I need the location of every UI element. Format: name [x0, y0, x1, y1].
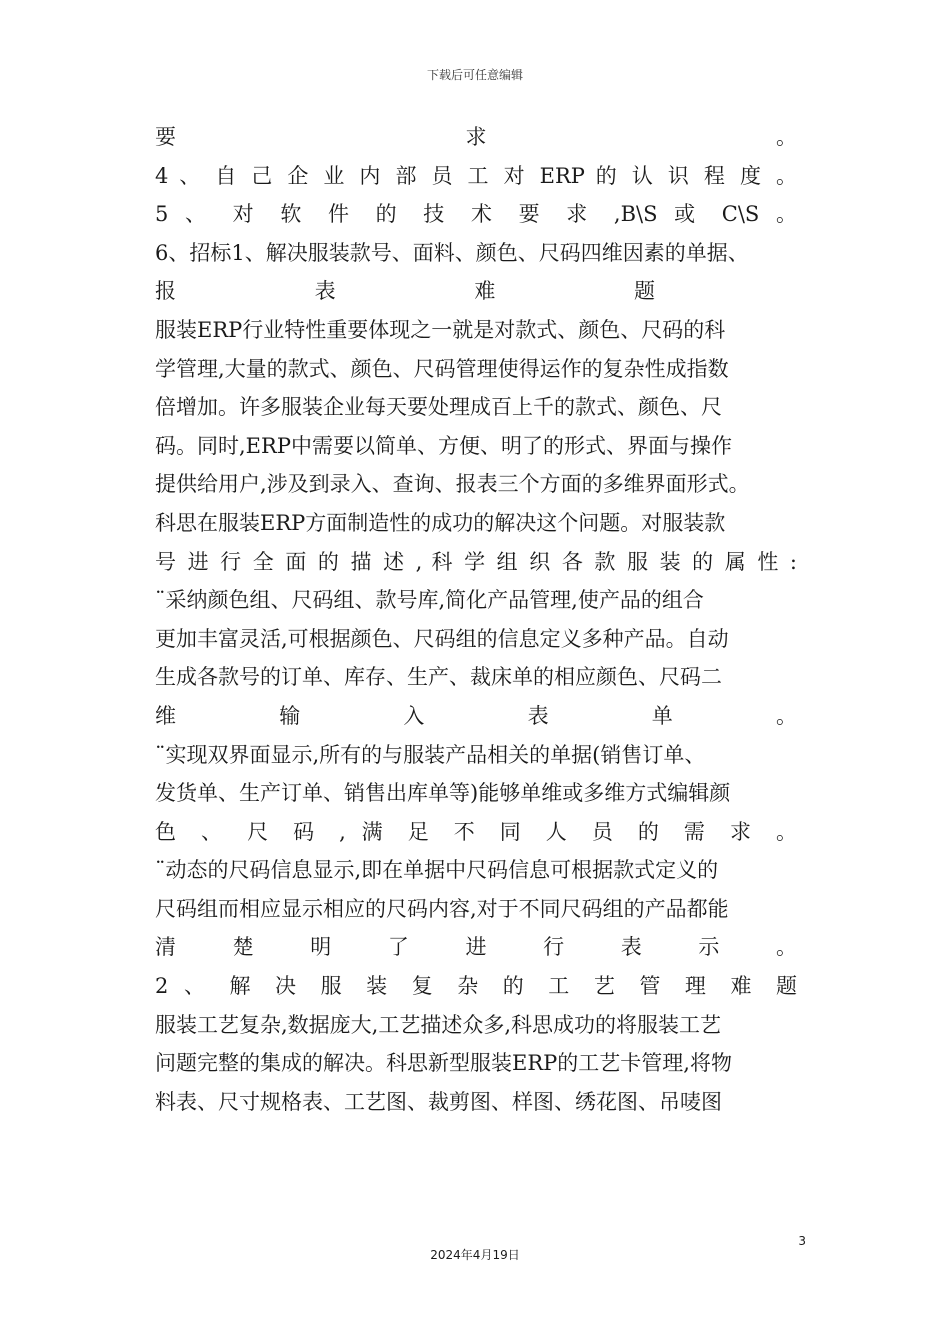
page-number: 3 — [798, 1234, 806, 1248]
text-line: 料表、尺寸规格表、工艺图、裁剪图、样图、绣花图、吊唛图 — [155, 1089, 722, 1114]
page-footer-date: 2024年4月19日 — [430, 1248, 520, 1262]
text-line: ¨动态的尺码信息显示,即在单据中尺码信息可根据款式定义的 — [155, 858, 719, 883]
text-line: 倍增加。许多服装企业每天要处理成百上千的款式、颜色、尺 — [155, 395, 722, 420]
text-line: 提供给用户,涉及到录入、查询、报表三个方面的多维界面形式。 — [155, 472, 750, 497]
text-line: 维 输 入 表 单 。 — [155, 703, 797, 728]
page-header-note: 下载后可任意编辑 — [426, 68, 523, 82]
text-line: 4 、 自 己 企 业 内 部 员 工 对 ERP 的 认 识 程 度 。 — [155, 163, 797, 188]
text-line: ¨采纳颜色组、尺码组、款号库,简化产品管理,使产品的组合 — [155, 588, 704, 613]
text-line: 报 表 难 题 — [155, 279, 655, 304]
text-line: 尺码组而相应显示相应的尺码内容,对于不同尺码组的产品都能 — [155, 896, 729, 921]
text-line: 服装ERP行业特性重要体现之一就是对款式、颜色、尺码的科 — [155, 317, 726, 342]
text-line: 5 、 对 软 件 的 技 术 要 求 ,B\S 或 C\S 。 — [155, 202, 797, 227]
text-line: ¨实现双界面显示,所有的与服装产品相关的单据(销售订单、 — [155, 742, 706, 767]
text-line: 科思在服装ERP方面制造性的成功的解决这个问题。对服装款 — [155, 510, 726, 535]
text-line: 学管理,大量的款式、颜色、尺码管理使得运作的复杂性成指数 — [155, 356, 729, 381]
text-line: 更加丰富灵活,可根据颜色、尺码组的信息定义多种产品。自动 — [155, 626, 729, 651]
text-line: 清 楚 明 了 进 行 表 示 。 — [155, 935, 797, 960]
document-body — [155, 118, 797, 1121]
text-line: 问题完整的集成的解决。科思新型服装ERP的工艺卡管理,将物 — [155, 1051, 732, 1076]
text-line: 色 、 尺 码 , 满 足 不 同 人 员 的 需 求 。 — [155, 819, 797, 844]
text-line: 2 、 解 决 服 装 复 杂 的 工 艺 管 理 难 题 — [155, 974, 797, 999]
text-line: 号 进 行 全 面 的 描 述 , 科 学 组 织 各 款 服 装 的 属 性 : — [155, 549, 797, 574]
text-line: 生成各款号的订单、库存、生产、裁床单的相应颜色、尺码二 — [155, 665, 722, 690]
text-line: 服装工艺复杂,数据庞大,工艺描述众多,科思成功的将服装工艺 — [155, 1012, 722, 1037]
text-line: 6、招标1、解决服装款号、面料、颜色、尺码四维因素的单据、 — [155, 240, 749, 265]
text-line: 发货单、生产订单、销售出库单等)能够单维或多维方式编辑颜 — [155, 781, 731, 806]
text-line: 要 求 。 — [155, 125, 797, 149]
text-line: 码。同时,ERP中需要以简单、方便、明了的形式、界面与操作 — [155, 433, 732, 458]
